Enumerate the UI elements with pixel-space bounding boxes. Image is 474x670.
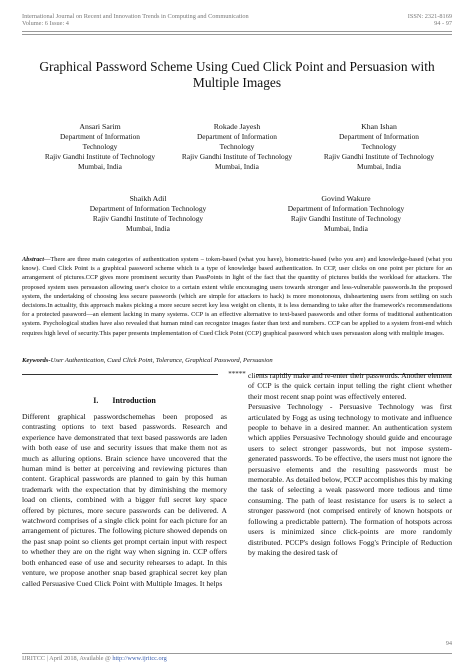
author-city: Mumbai, India bbox=[357, 162, 401, 171]
paragraph: Persuasive Technology - Persuasive Technology was first articulated by Fogg as using technology to motivate and influence people to behave in a desired manner. An authentication system which applies Persuasive Technology should guide and encourage users to select stronger passwords, but not impose system-generated passwords. To be effective, the users must not ignore the persuasive elements and the resulting passwords must be memorable. As detailed below, PCCP accomplishes this by making the task of selecting a weak password more tedious and time consuming. The path of least resistance for users is to select a stronger password (not comprised entirely of known hotspots or following a predictable pattern). The formation of hotspots across users is minimized since click-points are more randomly distributed. PCCP's design follows Fogg's Principle of Reduction by making the desired task of bbox=[248, 402, 452, 557]
author-name: Ansari Sarim bbox=[79, 122, 121, 131]
section-number: I. bbox=[93, 396, 99, 405]
footer-citation-text: IJRITCC | April 2018, Available @ bbox=[22, 655, 111, 662]
author-city: Mumbai, India bbox=[78, 162, 122, 171]
abstract-text: —There are three main categories of authentication system – token-based (what you have), biometric-based (who you are) and knowledge-based (what you know). Cued Click Point is a graphical password scheme which is a type of knowledge based authentication. In CCP, user clicks on one point per picture for an arrangement of pictures.CCP gives more prominent security than PassPoints in light of the fact that the quantity of pictures builds the workload for attackers. The proposed system uses persuasion allowing user's choice to a certain extent while encouraging users towards stronger and less-vulnerable passwords.In the proposed system, the undertaking of choosing less secure passwords (which are simple for attackers to hack) is more monotonous, disheartening users from settling on such decisions.In actuality, this approach makes picking a more secure secret key less weight on clients, it is less demanding to take after the framework's recommendations for a protected password—an element lacking in many systems. CCP is an effective alternative to text-based passwords and other forms of traditional authentication system. Psychological studies have also revealed that human mind can recognize images faster than text and numbers. CCP can be applied to a system front-end which requires high level of security.This paper presents implementation of Cued Click Point (CCP) graphical password which uses persuasion along with multiple images. bbox=[22, 256, 452, 337]
author-dept: Department of Information Technology bbox=[287, 204, 405, 213]
left-column-text: Different graphical passwordschemehas been proposed as contrasting options to text based passwords. Research and experience have demonstrated that text based passwords are laden with both ease of use and security issues that make them not as much as alluring options. Brain science have uncovered that the human mind is better at perceiving and reviewing pictures than content. Graphical passwords are planned to gain by this human trademark with the expectation that by diminishing the memory load on clients, combined with a bigger full secret key space offered by pictures, more secure passwords can be delivered. A watchword comprises of a single click point for each picture for an arrangement of pictures. The following picture showed depends on the past snap point so clients get prompt certain input with respect to whether they are on the right way when signing in. CCP offers both enhanced ease of use and security rehearses to adapt. In this venture, we propose another snap based graphical secret key plan called Persuasive Cued Click Point with Multiple Images. It helps bbox=[22, 412, 227, 588]
issn: ISSN: 2321-8169 bbox=[407, 13, 452, 20]
paragraph: clients rapidly make and re-enter their passwords. Another element of CCP is the quick certain input telling the right client whether their most recent snap point was effectively entered. bbox=[248, 371, 452, 401]
author-institute: Rajiv Gandhi Institute of Technology bbox=[181, 152, 293, 161]
author-name: Govind Wakure bbox=[321, 194, 371, 203]
author-dept: Technology bbox=[82, 142, 118, 151]
header-rule-bottom bbox=[22, 34, 452, 35]
section-title: Introduction bbox=[112, 396, 156, 405]
author-institute: Rajiv Gandhi Institute of Technology bbox=[92, 214, 204, 223]
keywords-label: Keywords- bbox=[22, 357, 51, 364]
abstract bbox=[22, 255, 452, 338]
author-dept: Department of Information bbox=[59, 132, 141, 141]
author-dept: Department of Information bbox=[338, 132, 420, 141]
author-dept: Department of Information Technology bbox=[89, 204, 207, 213]
right-column bbox=[248, 371, 452, 558]
journal-name: International Journal on Recent and Innovation Trends in Computing and Communication bbox=[22, 13, 249, 20]
author-city: Mumbai, India bbox=[324, 224, 368, 233]
abstract-label: Abstract bbox=[22, 256, 45, 263]
author-block bbox=[172, 122, 302, 172]
separator-stars: ***** bbox=[228, 370, 246, 378]
author-dept: Department of Information bbox=[196, 132, 278, 141]
keywords-text: User Authentication, Cued Click Point, Tolerance, Graphical Password, Persuasion bbox=[50, 357, 273, 364]
footer-rule bbox=[22, 653, 452, 654]
keywords bbox=[22, 356, 452, 365]
author-name: Rokade Jayesh bbox=[213, 122, 261, 131]
author-name: Khan Ishan bbox=[361, 122, 397, 131]
header-rule-top bbox=[22, 31, 452, 32]
page-range: 94 - 97 bbox=[434, 20, 452, 28]
page-number: 94 bbox=[445, 640, 452, 647]
paper-title: Graphical Password Scheme Using Cued Click Point and Persuasion with Multiple Images bbox=[39, 59, 435, 90]
issn-header bbox=[408, 13, 452, 28]
journal-volume: Volume: 6 Issue: 4 bbox=[22, 20, 69, 28]
author-block bbox=[68, 194, 228, 234]
journal-url-link[interactable]: http://www.ijritcc.org bbox=[112, 655, 167, 662]
footer-citation bbox=[22, 655, 167, 662]
author-city: Mumbai, India bbox=[126, 224, 170, 233]
author-dept: Technology bbox=[361, 142, 397, 151]
author-institute: Rajiv Gandhi Institute of Technology bbox=[323, 152, 435, 161]
author-city: Mumbai, India bbox=[215, 162, 259, 171]
author-block bbox=[266, 194, 426, 234]
section-heading bbox=[22, 396, 227, 405]
author-institute: Rajiv Gandhi Institute of Technology bbox=[44, 152, 156, 161]
author-name: Shaikh Adil bbox=[129, 194, 167, 203]
journal-header bbox=[22, 13, 249, 28]
author-block bbox=[35, 122, 165, 172]
author-dept: Technology bbox=[219, 142, 255, 151]
author-block bbox=[314, 122, 444, 172]
author-institute: Rajiv Gandhi Institute of Technology bbox=[290, 214, 402, 223]
